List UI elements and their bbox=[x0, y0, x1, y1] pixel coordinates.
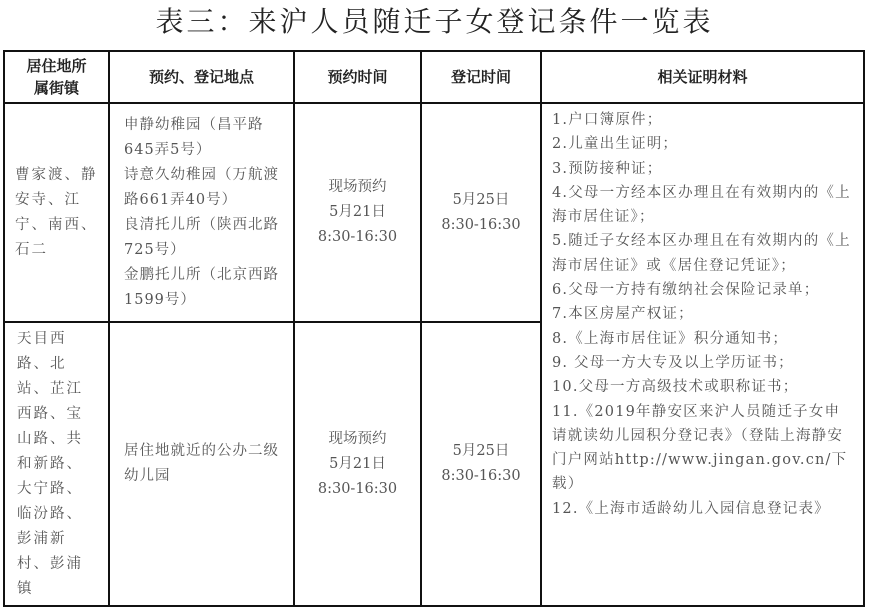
material-item: 1.户口簿原件； bbox=[552, 112, 663, 128]
page-title: 表三：来沪人员随迁子女登记条件一览表 bbox=[155, 5, 714, 38]
location-item: 诗意久幼稚园（万航渡路661弄40号） bbox=[124, 166, 279, 208]
material-item: 10.父母一方高级技术或职称证书； bbox=[552, 379, 799, 396]
material-item: 12.《上海市适龄幼儿入园信息登记表》 bbox=[552, 500, 830, 517]
appointment-method: 现场预约 bbox=[328, 430, 387, 447]
registration-cell bbox=[421, 322, 541, 606]
appointment-hours: 8:30-16:30 bbox=[317, 229, 398, 245]
header-location: 预约、登记地点 bbox=[109, 51, 294, 103]
material-item: 8.《上海市居住证》积分通知书； bbox=[552, 330, 789, 347]
location-item: 居住地就近的公办二级幼儿园 bbox=[124, 443, 279, 484]
appointment-cell bbox=[294, 103, 421, 322]
header-appointment-time: 预约时间 bbox=[294, 51, 421, 103]
material-item: 6.父母一方持有缴纳社会保险记录单； bbox=[552, 282, 820, 299]
header-registration-time: 登记时间 bbox=[421, 51, 541, 103]
material-item: 2.儿童出生证明； bbox=[552, 136, 679, 153]
streets-cell: 曹家渡、静安寺、江宁、南西、石二 bbox=[4, 103, 109, 322]
material-item: 4.父母一方经本区办理且在有效期内的《上海市居住证》； bbox=[552, 184, 851, 226]
table-header-row bbox=[4, 51, 864, 103]
location-item: 良清托儿所（陕西北路725号） bbox=[124, 216, 279, 258]
location-item: 申静幼稚园（昌平路645弄5号） bbox=[124, 116, 264, 158]
appointment-method: 现场预约 bbox=[328, 179, 387, 195]
registration-cell bbox=[421, 103, 541, 322]
registration-date: 5月25日 bbox=[452, 443, 510, 459]
material-item: 5.随迁子女经本区办理且在有效期内的《上海市居住证》或《居住登记凭证》； bbox=[552, 233, 851, 274]
material-item: 3.预防接种证； bbox=[552, 160, 663, 177]
header-street bbox=[4, 51, 109, 103]
registration-hours: 8:30-16:30 bbox=[441, 216, 521, 233]
header-label: 居住地所属街镇 bbox=[26, 57, 87, 97]
header-materials: 相关证明材料 bbox=[541, 51, 864, 103]
registration-date: 5月25日 bbox=[452, 191, 510, 208]
locations-cell bbox=[109, 103, 294, 322]
streets-cell: 天目西路、北站、芷江西路、宝山路、共和新路、大宁路、临汾路、彭浦新村、彭浦镇 bbox=[4, 322, 109, 606]
appointment-hours: 8:30-16:30 bbox=[317, 480, 398, 497]
registration-conditions-table bbox=[3, 50, 865, 607]
registration-hours: 8:30-16:30 bbox=[441, 468, 521, 484]
materials-cell bbox=[541, 103, 864, 606]
locations-cell bbox=[109, 322, 294, 606]
material-item: 7.本区房屋产权证； bbox=[552, 306, 694, 323]
appointment-date: 5月21日 bbox=[329, 455, 386, 472]
appointment-cell bbox=[294, 322, 421, 606]
table-row bbox=[4, 103, 864, 322]
location-item: 金鹏托儿所（北京西路1599号） bbox=[124, 266, 279, 308]
appointment-date: 5月21日 bbox=[329, 204, 386, 220]
material-item: 9. 父母一方大专及以上学历证书； bbox=[552, 354, 794, 371]
material-item: 11.《2019年静安区来沪人员随迁子女申请就读幼儿园积分登记表》（登陆上海静安门户网站http://www.jingan.gov.cn/下载） bbox=[552, 403, 848, 493]
